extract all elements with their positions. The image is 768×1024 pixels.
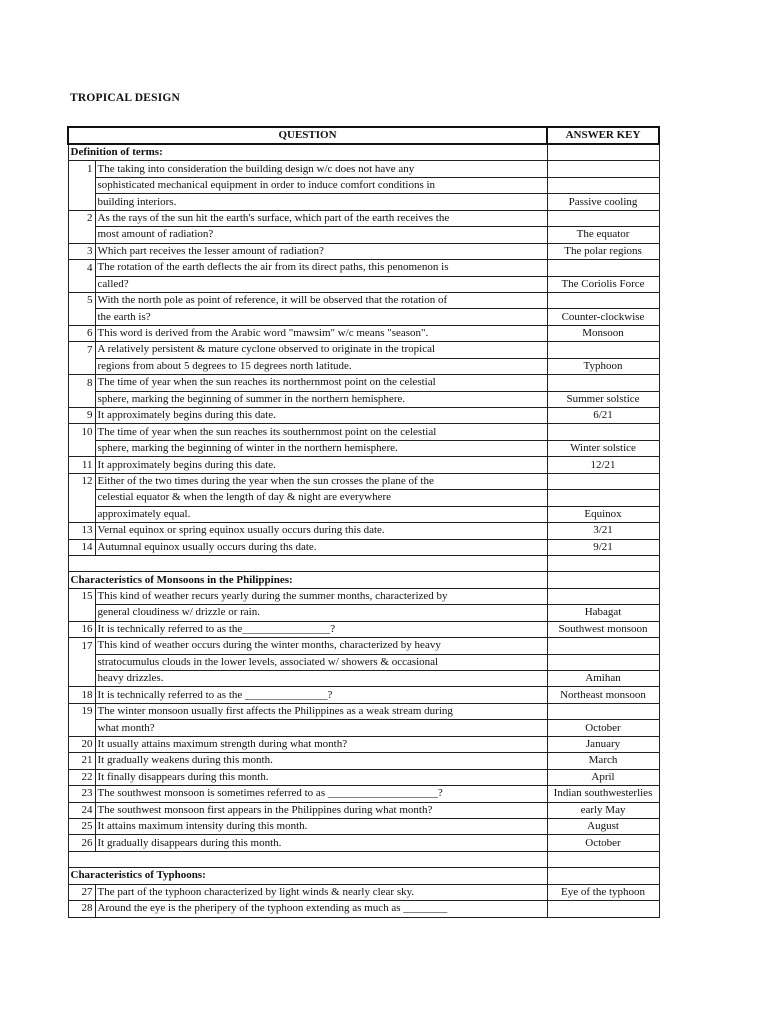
answer-cell: Habagat: [547, 605, 659, 621]
answer-cell: Northeast monsoon: [547, 687, 659, 703]
section-title: Characteristics of Typhoons:: [68, 868, 547, 884]
question-row: [68, 703, 659, 719]
answer-cell: Typhoon: [547, 358, 659, 374]
question-row: [68, 835, 659, 851]
question-row: [68, 687, 659, 703]
answer-cell: The equator: [547, 227, 659, 243]
question-text: Which part receives the lesser amount of radiation?: [95, 243, 547, 259]
question-number: 9: [68, 408, 95, 424]
document-title: TROPICAL DESIGN: [70, 92, 181, 104]
question-text: The winter monsoon usually first affects the Philippines as a weak stream during: [95, 703, 547, 719]
question-text: called?: [95, 276, 547, 292]
question-text: This kind of weather recurs yearly during the summer months, characterized by: [95, 588, 547, 604]
question-text: building interiors.: [95, 194, 547, 210]
question-text: Either of the two times during the year when the sun crosses the plane of the: [95, 473, 547, 489]
question-row: [68, 227, 659, 243]
question-text: approximately equal.: [95, 506, 547, 522]
answer-cell: April: [547, 769, 659, 785]
answer-cell: Winter solstice: [547, 440, 659, 456]
answer-cell: 3/21: [547, 523, 659, 539]
answer-cell: [547, 260, 659, 276]
question-text: The part of the typhoon characterized by light winds & nearly clear sky.: [95, 884, 547, 900]
question-row: [68, 358, 659, 374]
question-row: [68, 424, 659, 440]
section-title: Definition of terms:: [68, 144, 547, 161]
question-number: 19: [68, 703, 95, 719]
answer-cell: The Coriolis Force: [547, 276, 659, 292]
question-text: It usually attains maximum strength during what month?: [95, 736, 547, 752]
question-answer-table: [67, 126, 660, 918]
question-number-cell: [68, 671, 95, 687]
question-number-cell: [68, 177, 95, 193]
question-row: [68, 786, 659, 802]
answer-cell: March: [547, 753, 659, 769]
question-number: 7: [68, 342, 95, 358]
answer-cell: [547, 572, 659, 588]
question-row: [68, 539, 659, 555]
question-text: It gradually disappears during this month.: [95, 835, 547, 851]
empty-cell: [68, 851, 547, 867]
question-row: [68, 473, 659, 489]
section-header-row: [68, 144, 659, 161]
section-header-row: [68, 572, 659, 588]
question-number: 10: [68, 424, 95, 440]
answer-cell: 12/21: [547, 457, 659, 473]
answer-cell: [547, 342, 659, 358]
question-number: 24: [68, 802, 95, 818]
section-header-row: [68, 868, 659, 884]
question-number: 11: [68, 457, 95, 473]
question-text: A relatively persistent & mature cyclone observed to originate in the tropical: [95, 342, 547, 358]
answer-cell: August: [547, 818, 659, 834]
question-text: The time of year when the sun reaches its southernmost point on the celestial: [95, 424, 547, 440]
answer-cell: [547, 292, 659, 308]
question-number: 6: [68, 325, 95, 341]
question-row: [68, 161, 659, 177]
answer-cell: [547, 868, 659, 884]
question-text: The southwest monsoon is sometimes referred to as ____________________?: [95, 786, 547, 802]
question-text: the earth is?: [95, 309, 547, 325]
question-number: 20: [68, 736, 95, 752]
answer-cell: Summer solstice: [547, 391, 659, 407]
question-row: [68, 342, 659, 358]
question-row: [68, 325, 659, 341]
answer-cell: [547, 638, 659, 654]
answer-cell: October: [547, 835, 659, 851]
question-column-header: QUESTION: [68, 127, 547, 144]
answer-cell: Counter-clockwise: [547, 309, 659, 325]
question-number: 16: [68, 621, 95, 637]
answer-cell: [547, 161, 659, 177]
question-number: 13: [68, 523, 95, 539]
question-number: 27: [68, 884, 95, 900]
question-number-cell: [68, 605, 95, 621]
question-text: The rotation of the earth deflects the air from its direct paths, this penomenon is: [95, 260, 547, 276]
question-text: sphere, marking the beginning of summer in the northern hemisphere.: [95, 391, 547, 407]
answer-cell: [547, 555, 659, 571]
question-row: [68, 753, 659, 769]
answer-cell: [547, 901, 659, 917]
answer-cell: Southwest monsoon: [547, 621, 659, 637]
answer-cell: [547, 703, 659, 719]
question-number-cell: [68, 654, 95, 670]
question-text: Around the eye is the pheripery of the typhoon extending as much as ________: [95, 901, 547, 917]
empty-cell: [68, 555, 547, 571]
question-row: [68, 457, 659, 473]
answer-key-column-header: ANSWER KEY: [547, 127, 659, 144]
question-text: The southwest monsoon first appears in the Philippines during what month?: [95, 802, 547, 818]
question-row: [68, 506, 659, 522]
question-text: With the north pole as point of reference, it will be observed that the rotation of: [95, 292, 547, 308]
answer-cell: [547, 177, 659, 193]
question-row: [68, 901, 659, 917]
question-text: The taking into consideration the building design w/c does not have any: [95, 161, 547, 177]
answer-cell: [547, 424, 659, 440]
question-row: [68, 605, 659, 621]
question-number: 18: [68, 687, 95, 703]
question-text: heavy drizzles.: [95, 671, 547, 687]
question-number: 1: [68, 161, 95, 177]
question-row: [68, 671, 659, 687]
question-text: As the rays of the sun hit the earth's surface, which part of the earth receives the: [95, 210, 547, 226]
question-row: [68, 243, 659, 259]
question-number: 12: [68, 473, 95, 489]
question-number-cell: [68, 276, 95, 292]
question-row: [68, 523, 659, 539]
question-row: [68, 638, 659, 654]
question-text: Vernal equinox or spring equinox usually occurs during this date.: [95, 523, 547, 539]
question-row: [68, 588, 659, 604]
question-text: what month?: [95, 720, 547, 736]
question-text: stratocumulus clouds in the lower levels, associated w/ showers & occasional: [95, 654, 547, 670]
answer-cell: Eye of the typhoon: [547, 884, 659, 900]
question-number: 15: [68, 588, 95, 604]
question-text: sphere, marking the beginning of winter in the northern hemisphere.: [95, 440, 547, 456]
question-row: [68, 391, 659, 407]
question-text: celestial equator & when the length of day & night are everywhere: [95, 490, 547, 506]
question-number-cell: [68, 227, 95, 243]
question-number: 25: [68, 818, 95, 834]
question-row: [68, 802, 659, 818]
question-number: 21: [68, 753, 95, 769]
question-number: 8: [68, 375, 95, 391]
answer-cell: 6/21: [547, 408, 659, 424]
question-text: This kind of weather occurs during the winter months, characterized by heavy: [95, 638, 547, 654]
question-text: It is technically referred to as the _______________?: [95, 687, 547, 703]
blank-row: [68, 555, 659, 571]
question-row: [68, 276, 659, 292]
section-title: Characteristics of Monsoons in the Philippines:: [68, 572, 547, 588]
answer-cell: [547, 144, 659, 161]
question-number: 5: [68, 292, 95, 308]
answer-cell: October: [547, 720, 659, 736]
question-row: [68, 194, 659, 210]
question-text: regions from about 5 degrees to 15 degrees north latitude.: [95, 358, 547, 374]
question-text: This word is derived from the Arabic word "mawsim" w/c means "season".: [95, 325, 547, 341]
question-text: It attains maximum intensity during this month.: [95, 818, 547, 834]
question-row: [68, 292, 659, 308]
question-number-cell: [68, 309, 95, 325]
question-number-cell: [68, 720, 95, 736]
question-text: The time of year when the sun reaches its northernmost point on the celestial: [95, 375, 547, 391]
question-row: [68, 884, 659, 900]
question-number: 4: [68, 260, 95, 276]
question-row: [68, 654, 659, 670]
question-row: [68, 490, 659, 506]
question-row: [68, 309, 659, 325]
question-text: It approximately begins during this date.: [95, 457, 547, 473]
question-text: Autumnal equinox usually occurs during ths date.: [95, 539, 547, 555]
answer-cell: Equinox: [547, 506, 659, 522]
question-text: It approximately begins during this date.: [95, 408, 547, 424]
question-row: [68, 408, 659, 424]
answer-cell: [547, 375, 659, 391]
question-row: [68, 720, 659, 736]
blank-row: [68, 851, 659, 867]
question-text: most amount of radiation?: [95, 227, 547, 243]
answer-cell: Amihan: [547, 671, 659, 687]
question-number: 2: [68, 210, 95, 226]
question-number: 17: [68, 638, 95, 654]
answer-cell: January: [547, 736, 659, 752]
question-number: 3: [68, 243, 95, 259]
question-text: It finally disappears during this month.: [95, 769, 547, 785]
answer-cell: 9/21: [547, 539, 659, 555]
answer-cell: [547, 851, 659, 867]
question-number: 22: [68, 769, 95, 785]
answer-cell: [547, 654, 659, 670]
question-row: [68, 260, 659, 276]
question-number-cell: [68, 490, 95, 506]
question-row: [68, 736, 659, 752]
question-text: It gradually weakens during this month.: [95, 753, 547, 769]
answer-cell: [547, 210, 659, 226]
question-text: sophisticated mechanical equipment in order to induce comfort conditions in: [95, 177, 547, 193]
question-number-cell: [68, 194, 95, 210]
question-text: It is technically referred to as the________________?: [95, 621, 547, 637]
table-header-row: [68, 127, 659, 144]
question-row: [68, 818, 659, 834]
answer-cell: Indian southwesterlies: [547, 786, 659, 802]
answer-cell: Passive cooling: [547, 194, 659, 210]
question-number: 23: [68, 786, 95, 802]
question-row: [68, 440, 659, 456]
answer-cell: Monsoon: [547, 325, 659, 341]
answer-cell: [547, 473, 659, 489]
question-number-cell: [68, 358, 95, 374]
question-row: [68, 621, 659, 637]
question-number: 26: [68, 835, 95, 851]
answer-cell: early May: [547, 802, 659, 818]
question-number-cell: [68, 506, 95, 522]
answer-cell: [547, 490, 659, 506]
question-number: 14: [68, 539, 95, 555]
question-number: 28: [68, 901, 95, 917]
answer-cell: [547, 588, 659, 604]
question-row: [68, 210, 659, 226]
question-number-cell: [68, 440, 95, 456]
question-text: general cloudiness w/ drizzle or rain.: [95, 605, 547, 621]
question-number-cell: [68, 391, 95, 407]
answer-cell: The polar regions: [547, 243, 659, 259]
question-row: [68, 375, 659, 391]
question-row: [68, 769, 659, 785]
question-row: [68, 177, 659, 193]
